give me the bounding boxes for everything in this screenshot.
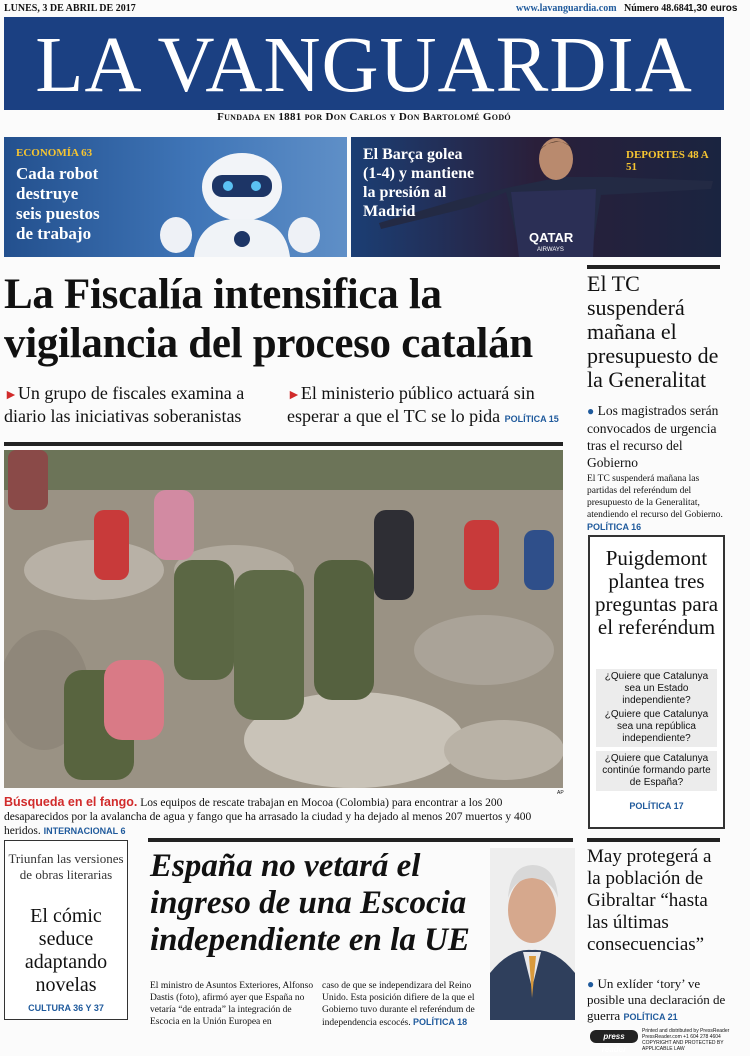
puigdemont-headline[interactable]: Puigdemont plantea tres preguntas para el referéndum xyxy=(594,546,719,639)
tc-headline[interactable]: El TC suspenderá mañana el presupuesto de la Generalitat xyxy=(587,271,719,392)
photo-caption xyxy=(4,795,566,838)
top-line xyxy=(4,3,746,17)
promo-headline xyxy=(16,164,100,244)
section-ref[interactable]: INTERNACIONAL 6 xyxy=(43,826,126,836)
section-ref[interactable]: POLÍTICA 15 xyxy=(504,414,559,424)
puigdemont-box xyxy=(588,535,725,829)
spain-body-col2 xyxy=(322,980,487,1029)
date: LUNES, 3 DE ABRIL DE 2017 xyxy=(4,3,136,14)
robot-image xyxy=(154,147,324,257)
section-ref[interactable]: POLÍTICA 17 xyxy=(629,801,684,811)
main-bullet xyxy=(287,383,567,430)
question-3: ¿Quiere que Catalunya continúe formando parte de España? xyxy=(596,751,717,791)
caption-lead: Búsqueda en el fango. xyxy=(4,795,138,809)
promo-economia[interactable] xyxy=(4,137,347,257)
spain-body-col1: El ministro de Asuntos Exteriores, Alfonso Dastis (foto), afirmó ayer que España no vetaría “de entrada” la integración de Escocia en la Unión Europea en xyxy=(150,981,314,1027)
divider xyxy=(148,838,573,842)
pressreader-text xyxy=(642,1028,746,1052)
bullet-text: Los magistrados serán convocados de urgencia tras el recurso del Gobierno xyxy=(587,403,719,470)
arrow-icon: ► xyxy=(287,388,301,403)
caption-text: Los equipos de rescate trabajan en Mocoa (Colombia) para encontrar a los 200 desaparecidos por la avalancha de agua y fango que ha arrasado la ciudad y ha dejado al menos 207 muertos y 400 heridos. xyxy=(4,797,532,837)
headline-line: Madrid xyxy=(363,203,416,220)
portrait-image xyxy=(490,848,575,1020)
section-ref[interactable]: CULTURA 36 Y 37 xyxy=(28,1003,104,1013)
promo-kicker: ECONOMÍA 63 xyxy=(16,147,93,159)
pressreader-line: PressReader.com +1 604 278 4604 xyxy=(642,1034,721,1040)
question-1: ¿Quiere que Catalunya sea un Estado independiente? xyxy=(596,669,717,709)
headline-line: la presión al xyxy=(363,184,447,201)
headline-line: (1-4) y mantiene xyxy=(363,165,475,182)
bullet-text: Un exlíder ‘tory’ ve posible una declaración de guerra xyxy=(587,976,726,1023)
newspaper-title: LA VANGUARDIA xyxy=(35,22,693,109)
spain-headline[interactable]: España no vetará el ingreso de una Escocia independiente en la UE xyxy=(150,848,470,958)
bullet-dot-icon: ● xyxy=(587,404,595,418)
divider xyxy=(587,838,720,842)
section-ref[interactable]: POLÍTICA 21 xyxy=(623,1012,678,1022)
bullet-text: Un grupo de fiscales examina a diario las iniciativas soberanistas xyxy=(4,383,245,426)
culture-kicker: Triunfan las versiones de obras literarias xyxy=(8,851,124,882)
body-text: caso de que se independizara del Reino Unido. Esta posición difiere de la que el Gobierno tuvo durante el referéndum de independencia escocés. xyxy=(322,981,475,1028)
rescue-photo xyxy=(4,450,563,788)
headline-line: destruye xyxy=(16,184,79,203)
body-text: El TC suspenderá mañana las partidas del referéndum del presupuesto de la Generalitat, atendiendo el recurso del Gobierno. xyxy=(587,474,723,520)
main-bullet xyxy=(4,383,274,427)
promo-headline xyxy=(363,145,474,221)
price: 1,30 euros xyxy=(688,3,738,14)
arrow-icon: ► xyxy=(4,388,18,403)
tc-bullet xyxy=(587,402,722,471)
section-ref[interactable]: POLÍTICA 16 xyxy=(587,522,642,532)
promo-kicker: DEPORTES 48 A 51 xyxy=(626,149,709,173)
may-headline[interactable]: May protegerá a la población de Gibraltar “hasta las últimas consecuencias” xyxy=(587,846,712,955)
section-ref[interactable]: POLÍTICA 18 xyxy=(413,1017,468,1027)
headline-line: El Barça golea xyxy=(363,146,463,163)
culture-headline: El cómic seduce adaptando novelas xyxy=(24,905,108,996)
pressreader-line: COPYRIGHT AND PROTECTED BY APPLICABLE LAW xyxy=(642,1040,724,1052)
bullet-text: El ministerio público actuará sin esperar a que el TC se lo pida xyxy=(287,383,535,426)
jersey-sponsor-sub: AIRWAYS xyxy=(537,247,564,253)
jersey-sponsor: QATAR xyxy=(529,230,574,245)
headline-line: seis puestos xyxy=(16,204,100,223)
masthead-subtitle: Fundada en 1881 por Don Carlos y Don Bartolomé Godó xyxy=(217,111,511,123)
headline-line: Cada robot xyxy=(16,164,99,183)
pressreader-logo[interactable]: press reader xyxy=(590,1030,638,1043)
masthead xyxy=(4,17,724,110)
culture-box[interactable] xyxy=(4,840,128,1020)
website-url[interactable]: www.lavanguardia.com xyxy=(516,3,617,14)
tc-body xyxy=(587,473,727,534)
promo-deportes[interactable] xyxy=(351,137,721,257)
minister-portrait xyxy=(490,848,575,1020)
may-bullet xyxy=(587,976,727,1025)
pressreader-line: Printed and distributed by PressReader xyxy=(642,1028,730,1034)
main-headline[interactable]: La Fiscalía intensifica la vigilancia del proceso catalán xyxy=(4,271,533,367)
headline-line: de trabajo xyxy=(16,224,92,243)
divider xyxy=(4,442,563,446)
bullet-dot-icon: ● xyxy=(587,977,595,991)
issue-number: Número 48.684 xyxy=(624,3,689,14)
divider xyxy=(587,265,720,269)
photo-credit: AP xyxy=(557,790,564,796)
question-2: ¿Quiere que Catalunya sea una república independiente? xyxy=(596,707,717,747)
pressreader-footer xyxy=(590,1026,745,1054)
mudslide-image xyxy=(4,450,563,788)
